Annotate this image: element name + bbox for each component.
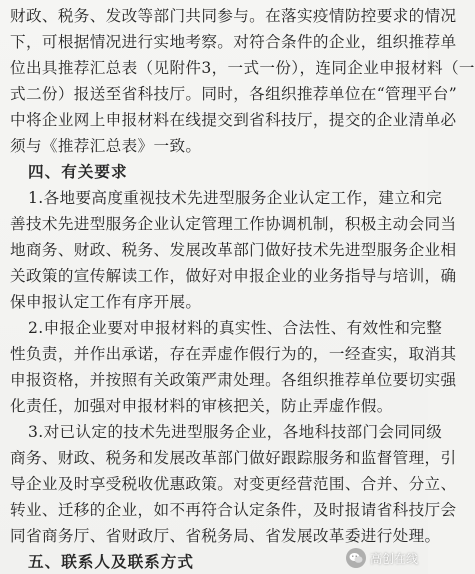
text-line: 1.各地要高度重视技术先进型服务企业认定工作，建立和完 — [28, 189, 443, 207]
text-line: 式二份）报送至省科技厅。同时，各组织推荐单位在“管理平台” — [10, 85, 458, 103]
text-line: 善技术先进型服务企业认定管理工作协调机制，积极主动会同当 — [10, 215, 457, 233]
wechat-icon — [346, 548, 366, 568]
text-line: 商务、财政、税务和发展改革部门做好跟踪服务和监督管理，引 — [10, 449, 457, 467]
text-line: 3.对已认定的技术先进型服务企业，各地科技部门会同同级 — [28, 423, 443, 441]
section-heading-4: 四、有关要求 — [28, 163, 128, 181]
text-line: 性负责，并作出承诺，存在弄虚作假行为的，一经查实，取消其 — [10, 345, 457, 363]
text-line: 申报资格，并按照有关政策严肃处理。各组织推荐单位要切实强 — [10, 371, 457, 389]
text-line: 2.申报企业要对申报材料的真实性、合法性、有效性和完整 — [28, 319, 443, 337]
section-heading-5: 五、联系人及联系方式 — [28, 553, 194, 571]
text-line: 同省商务厅、省财政厅、省税务局、省发展改革委进行处理。 — [10, 527, 441, 545]
text-line: 地商务、财政、税务、发展改革部门做好技术先进型服务企业相 — [10, 241, 457, 259]
text-line: 位出具推荐汇总表（见附件3，一式一份），连同企业申报材料（一 — [10, 59, 475, 77]
text-line: 下，可根据情况进行实地考察。对符合条件的企业，组织推荐单 — [10, 33, 457, 51]
text-line: 导企业及时享受税收优惠政策。对变更经营范围、合并、分立、 — [10, 475, 457, 493]
text-line: 关政策的宣传解读工作，做好对申报企业的业务指导与培训，确 — [10, 267, 457, 285]
text-line: 化责任，加强对申报材料的审核把关，防止弄虚作假。 — [10, 397, 393, 415]
watermark — [346, 548, 418, 568]
text-line: 保申报认定工作有序开展。 — [10, 293, 202, 311]
text-line: 须与《推荐汇总表》一致。 — [10, 137, 202, 155]
text-line: 中将企业网上申报材料在线提交到省科技厅，提交的企业清单必 — [10, 111, 457, 129]
text-line: 转业、迁移的企业，如不再符合认定条件，及时报请省科技厅会 — [10, 501, 457, 519]
watermark-text: 高创在线 — [369, 551, 418, 566]
text-line: 财政、税务、发改等部门共同参与。在落实疫情防控要求的情况 — [10, 7, 457, 25]
